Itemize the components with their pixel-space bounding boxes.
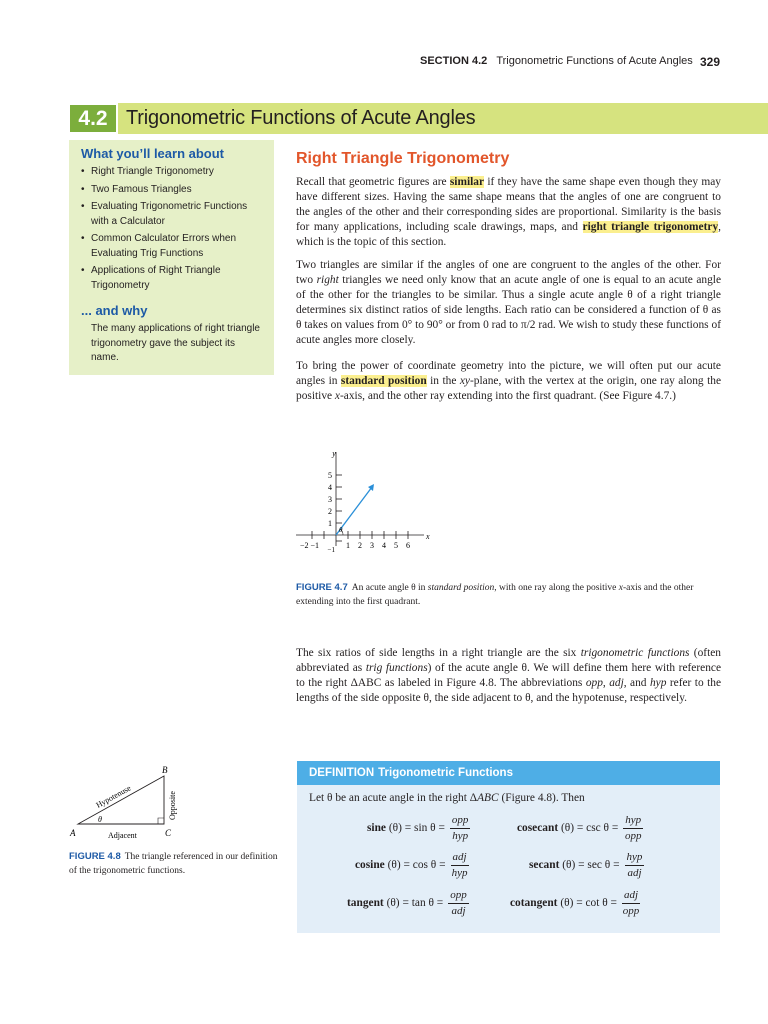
figure-4-7-caption <box>296 581 721 609</box>
why-text: The many applications of right triangle trigonometry gave the subject its name. <box>91 323 260 363</box>
x-tick-label: 2 <box>358 541 362 550</box>
learn-item: • Evaluating Trigonometric Functions with a Calculator <box>81 200 264 229</box>
formula-cosecant <box>517 811 643 845</box>
definition-header <box>297 761 720 785</box>
triangle-abc <box>78 776 164 824</box>
italic-run: adj <box>609 677 624 689</box>
subsection-heading: Right Triangle Trigonometry <box>296 150 510 167</box>
figure-4-8-caption <box>69 850 284 878</box>
x-tick-label: 6 <box>406 541 410 550</box>
numerator: adj <box>451 851 469 866</box>
hypotenuse-label: Hypotenuse <box>94 783 133 810</box>
italic-run: hyp <box>649 677 667 689</box>
figure-4-7-standard-position-graph <box>296 446 436 556</box>
learn-item: • Applications of Right Triangle Trigonometry <box>81 264 264 293</box>
fraction <box>622 889 640 918</box>
page-number: 329 <box>699 55 720 69</box>
formula-secant <box>529 848 644 882</box>
figure-label: FIGURE 4.8 <box>69 851 121 862</box>
text-run: ) of the acute angle θ. We will define them here with reference to the right ΔABC as labeled in Figure 4.8. The abbreviations <box>296 662 722 689</box>
italic-run: x <box>334 390 340 402</box>
vertex-a-label: A <box>70 828 76 838</box>
text-run: (Figure 4.8). Then <box>498 792 585 804</box>
text-run: An acute angle θ in <box>351 583 428 593</box>
function-name: sine <box>367 822 386 834</box>
running-header-title: Trigonometric Functions of Acute Angles <box>496 55 693 67</box>
highlighted-term-similar: similar <box>449 176 485 188</box>
y-tick-label: 3 <box>328 495 332 504</box>
text-run: refer to the lengths of the side opposite θ, the side adjacent to θ, and the hypotenuse, respectively. <box>296 677 721 704</box>
paragraph-similar-triangles <box>296 258 721 348</box>
learn-item: • Two Famous Triangles <box>81 183 264 198</box>
y-axis-label: y <box>332 449 336 458</box>
function-expression: (θ) = sin θ = <box>388 822 445 834</box>
x-tick-label: 4 <box>382 541 386 550</box>
italic-run: standard position <box>427 583 495 593</box>
function-name: cosecant <box>517 822 559 834</box>
italic-run: xy <box>459 375 470 387</box>
formula-sine <box>367 811 470 845</box>
running-header-section: SECTION 4.2 <box>420 55 488 67</box>
angle-label: θ <box>339 526 343 534</box>
fraction <box>625 851 645 880</box>
italic-run: trig functions <box>365 662 428 674</box>
text-run: , <box>602 677 610 689</box>
numerator: opp <box>450 814 471 829</box>
text-run: -axis, and the other ray extending into the first quadrant. (See Figure 4.7.) <box>339 390 676 402</box>
numerator: adj <box>622 889 640 904</box>
function-expression: (θ) = csc θ = <box>560 822 619 834</box>
italic-run: right <box>316 274 339 286</box>
learn-heading: What you’ll learn about <box>81 146 225 161</box>
denominator: adj <box>627 866 642 879</box>
paragraph-similarity <box>296 175 721 250</box>
denominator: hyp <box>452 829 469 842</box>
y-tick-label: 2 <box>328 507 332 516</box>
numerator: opp <box>448 889 469 904</box>
right-angle-marker <box>158 818 164 824</box>
definition-intro <box>309 791 585 806</box>
ray-arrowhead <box>368 484 374 491</box>
text-run: To bring the power of coordinate geometry into the picture, we will often put our acute angles in <box>296 360 721 387</box>
text-run: Let θ be an acute angle in the right Δ <box>309 792 478 804</box>
text-run: , with one ray along the positive <box>494 583 619 593</box>
denominator: opp <box>624 829 642 842</box>
learn-item: • Common Calculator Errors when Evaluating Trig Functions <box>81 232 264 261</box>
angle-theta-label: θ <box>98 815 102 824</box>
text-run: , and <box>623 677 650 689</box>
fraction <box>450 814 471 843</box>
italic-run: trigonometric functions <box>580 647 690 659</box>
numerator: hyp <box>623 814 643 829</box>
text-run: (often abbreviated as <box>296 647 721 674</box>
vertex-b-label: B <box>162 765 168 775</box>
function-expression: (θ) = tan θ = <box>386 897 444 909</box>
learn-list <box>81 165 264 293</box>
y-tick-label: 4 <box>328 483 332 492</box>
definition-title: Trigonometric Functions <box>378 767 513 779</box>
function-name: cosine <box>355 859 385 871</box>
figure-label: FIGURE 4.7 <box>296 582 348 593</box>
text-run: Recall that geometric figures are <box>296 176 450 188</box>
text-run: , which is the topic of this section. <box>296 221 721 248</box>
text-run: The six ratios of side lengths in a right triangle are the six <box>296 647 581 659</box>
learn-item: • Right Triangle Trigonometry <box>81 165 264 180</box>
fraction <box>623 814 643 843</box>
paragraph-standard-position <box>296 359 721 404</box>
figure-4-8-right-triangle <box>64 762 194 842</box>
x-tick-label: 1 <box>346 541 350 550</box>
section-number-badge: 4.2 <box>68 103 118 134</box>
text-run: if they have the same shape even though they may have different sizes. Having the same shape means that the angles of one are congruent to the angles of the other and their corresponding sides are proportional. Similarity is the basis for many applications, including scale drawings, maps, and <box>296 176 721 233</box>
text-run: -axis and the other extending into the first quadrant. <box>296 583 694 607</box>
fraction <box>451 851 469 880</box>
function-expression: (θ) = cos θ = <box>387 859 446 871</box>
text-run: in the <box>426 375 460 387</box>
running-header <box>420 55 720 71</box>
why-heading: ... and why <box>81 303 148 318</box>
x-axis-label: x <box>426 532 430 541</box>
y-tick-label: 1 <box>328 519 332 528</box>
denominator: opp <box>622 904 640 917</box>
formula-tangent <box>347 886 469 920</box>
italic-run: ABC <box>477 792 499 804</box>
function-name: tangent <box>347 897 384 909</box>
function-name: secant <box>529 859 560 871</box>
x-tick-labels-negative: −2 −1 <box>300 541 320 550</box>
function-expression: (θ) = sec θ = <box>562 859 620 871</box>
learning-sidebar <box>69 140 274 375</box>
text-run: triangles we need only know that an acute angle of one is equal to an acute angle of the other for the triangles to be similar. Thus a single acute angle θ of a right triangle determines six distinct ratios of side lengths. Each ratio can be considered a function of θ as θ takes on values from 0° to 90° or from 0 rad to π/2 rad. We wish to study these functions of acute angles more closely. <box>296 274 722 346</box>
formula-cotangent <box>510 886 640 920</box>
definition-box <box>297 761 720 933</box>
text-run: Two triangles are similar if the angles of one are congruent to the angles of the other. For two <box>296 259 721 286</box>
italic-run: x <box>618 583 623 593</box>
opposite-label: Opposite <box>168 791 177 820</box>
definition-label: DEFINITION <box>309 767 375 779</box>
x-tick-label: 5 <box>394 541 398 550</box>
denominator: adj <box>451 904 466 917</box>
adjacent-label: Adjacent <box>108 831 137 840</box>
section-title: Trigonometric Functions of Acute Angles <box>126 107 476 129</box>
denominator: hyp <box>451 866 468 879</box>
formula-cosine <box>355 848 469 882</box>
highlighted-term-standard-position: standard position <box>340 375 427 387</box>
function-expression: (θ) = cot θ = <box>560 897 617 909</box>
text-run: -plane, with the vertex at the origin, one ray along the positive <box>296 375 722 402</box>
fraction <box>448 889 469 918</box>
function-name: cotangent <box>510 897 558 909</box>
numerator: hyp <box>625 851 645 866</box>
paragraph-six-ratios <box>296 646 721 706</box>
highlighted-term-right-triangle-trigonometry: right triangle trigonometry <box>582 221 719 233</box>
y-tick-label: 5 <box>328 471 332 480</box>
vertex-c-label: C <box>165 828 172 838</box>
italic-run: opp <box>585 677 603 689</box>
y-tick-label-negative: −1 <box>327 546 335 554</box>
text-run: The triangle referenced in our definition of the trigonometric functions. <box>69 852 278 876</box>
x-tick-label: 3 <box>370 541 374 550</box>
